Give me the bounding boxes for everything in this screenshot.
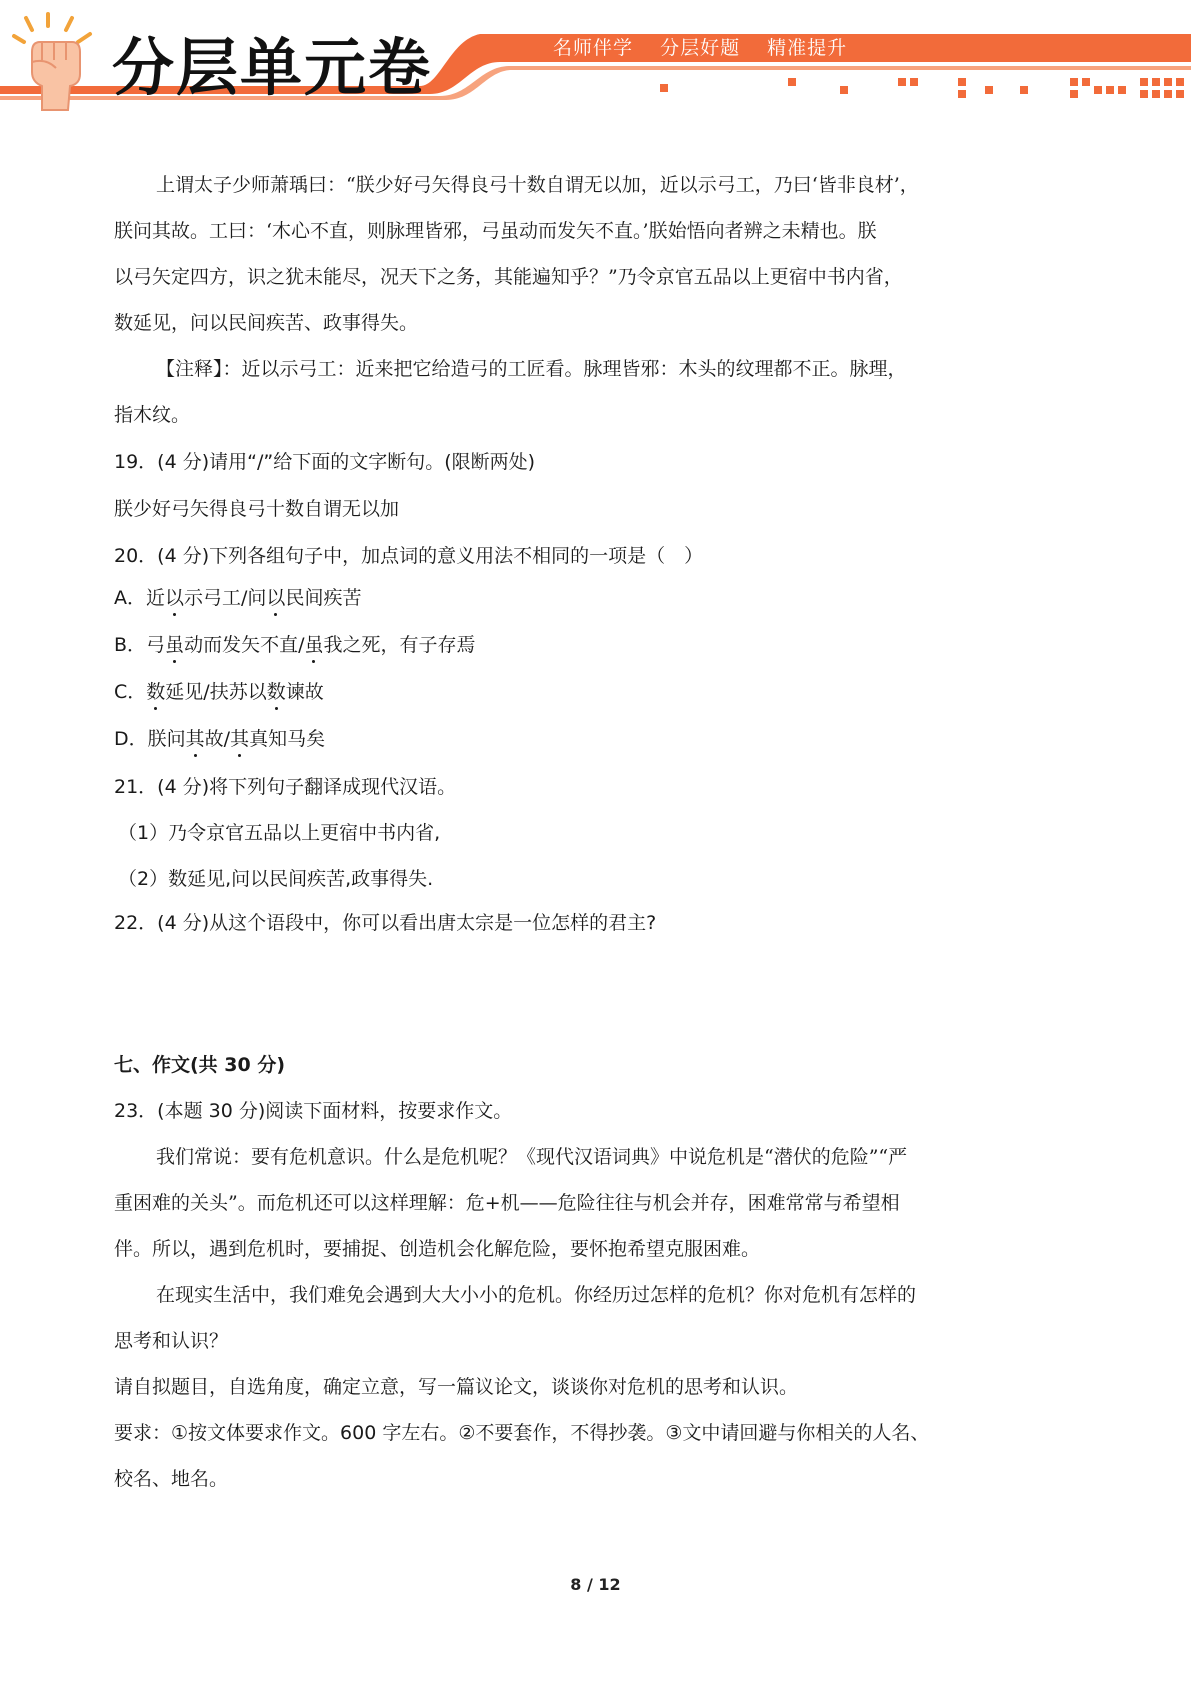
passage-line: 上谓太子少师萧瑀曰：“朕少好弓矢得良弓十数自谓无以加，近以示弓工，乃曰‘皆非良材’，: [156, 174, 919, 196]
dotted-word: 数: [146, 677, 165, 704]
fist-icon: [10, 12, 102, 112]
question-23-stem: 23．(本题 30 分)阅读下面材料，按要求作文。: [114, 1100, 513, 1122]
slogan-item: 精准提升: [767, 37, 848, 59]
option-text: 民间疾苦: [285, 587, 362, 609]
slogan-item: 分层好题: [660, 37, 741, 59]
dotted-word: 其: [230, 724, 249, 751]
annotation-line: 指木纹。: [114, 404, 191, 426]
passage-line: 以弓矢定四方，识之犹未能尽，况天下之务，其能遍知乎？”乃令京官五品以上更宿中书内省，: [114, 266, 903, 288]
header-slogan: [553, 33, 867, 60]
page-header: [0, 0, 1191, 120]
option-text: 我之死，有子存焉: [323, 634, 476, 656]
question-19-stem: 19．(4 分)请用“/”给下面的文字断句。(限断两处): [114, 451, 536, 473]
dotted-word: 虽: [165, 630, 184, 657]
dotted-word: 以: [165, 583, 184, 610]
option-d: [114, 724, 325, 751]
material-line: 伴。所以，遇到危机时，要捕捉、创造机会化解危险，要怀抱希望克服困难。: [114, 1238, 761, 1260]
option-text: A．近: [114, 587, 165, 609]
option-text: 示弓工/问: [184, 587, 267, 609]
question-20-stem: 20．(4 分)下列各组句子中，加点词的意义用法不相同的一项是（ ）: [114, 545, 704, 567]
brand-title: 分层单元卷: [112, 31, 433, 104]
option-text: C．: [114, 681, 147, 703]
question-22-stem: 22．(4 分)从这个语段中，你可以看出唐太宗是一位怎样的君主?: [114, 912, 657, 934]
material-line: 在现实生活中，我们难免会遇到大大小小的危机。你经历过怎样的危机？你对危机有怎样的: [156, 1284, 917, 1306]
option-c: [114, 677, 324, 704]
annotation-line: 【注释】：近以示弓工：近来把它给造弓的工匠看。脉理皆邪：木头的纹理都不正。脉理，: [156, 358, 907, 380]
passage-line: 数延见，问以民间疾苦、政事得失。: [114, 312, 419, 334]
dotted-word: 以: [266, 583, 285, 610]
dotted-word: 数: [267, 677, 286, 704]
question-21-item: （1）乃令京官五品以上更宿中书内省,: [118, 822, 441, 844]
dotted-word: 其: [186, 724, 205, 751]
passage-line: 朕问其故。工曰：‘木心不直，则脉理皆邪，弓虽动而发矢不直。’朕始悟向者辨之未精也。朕: [114, 220, 877, 242]
option-b: [114, 630, 476, 657]
question-19-text: 朕少好弓矢得良弓十数自谓无以加: [114, 498, 400, 520]
material-line: 思考和认识？: [114, 1330, 229, 1352]
section-title: 七、作文(共 30 分): [114, 1054, 286, 1076]
dotted-word: 虽: [304, 630, 323, 657]
option-text: 故/: [204, 728, 231, 750]
question-21-item: （2）数延见,问以民间疾苦,政事得失.: [118, 868, 434, 890]
option-text: D．朕问: [114, 728, 186, 750]
option-text: B．弓: [114, 634, 166, 656]
option-a: [114, 583, 361, 610]
question-23-requirements: 要求：①按文体要求作文。600 字左右。②不要套作，不得抄袭。③文中请回避与你相关的人名、: [114, 1422, 930, 1444]
option-text: 动而发矢不直/: [184, 634, 305, 656]
question-23-requirements: 校名、地名。: [114, 1468, 229, 1490]
question-21-stem: 21．(4 分)将下列句子翻译成现代汉语。: [114, 776, 457, 798]
option-text: 延见/扶苏以: [165, 681, 267, 703]
material-line: 我们常说：要有危机意识。什么是危机呢？《现代汉语词典》中说危机是“潜伏的危险”“严: [156, 1146, 908, 1168]
option-text: 谏故: [285, 681, 324, 703]
question-23-task: 请自拟题目，自选角度，确定立意，写一篇议论文，谈谈你对危机的思考和认识。: [114, 1376, 799, 1398]
material-line: 重困难的关头”。而危机还可以这样理解：危+机——危险往往与机会并存，困难常常与希望相: [114, 1192, 900, 1214]
option-text: 真知马矣: [249, 728, 326, 750]
slogan-item: 名师伴学: [553, 37, 634, 59]
page-number: 8 / 12: [570, 1575, 621, 1594]
